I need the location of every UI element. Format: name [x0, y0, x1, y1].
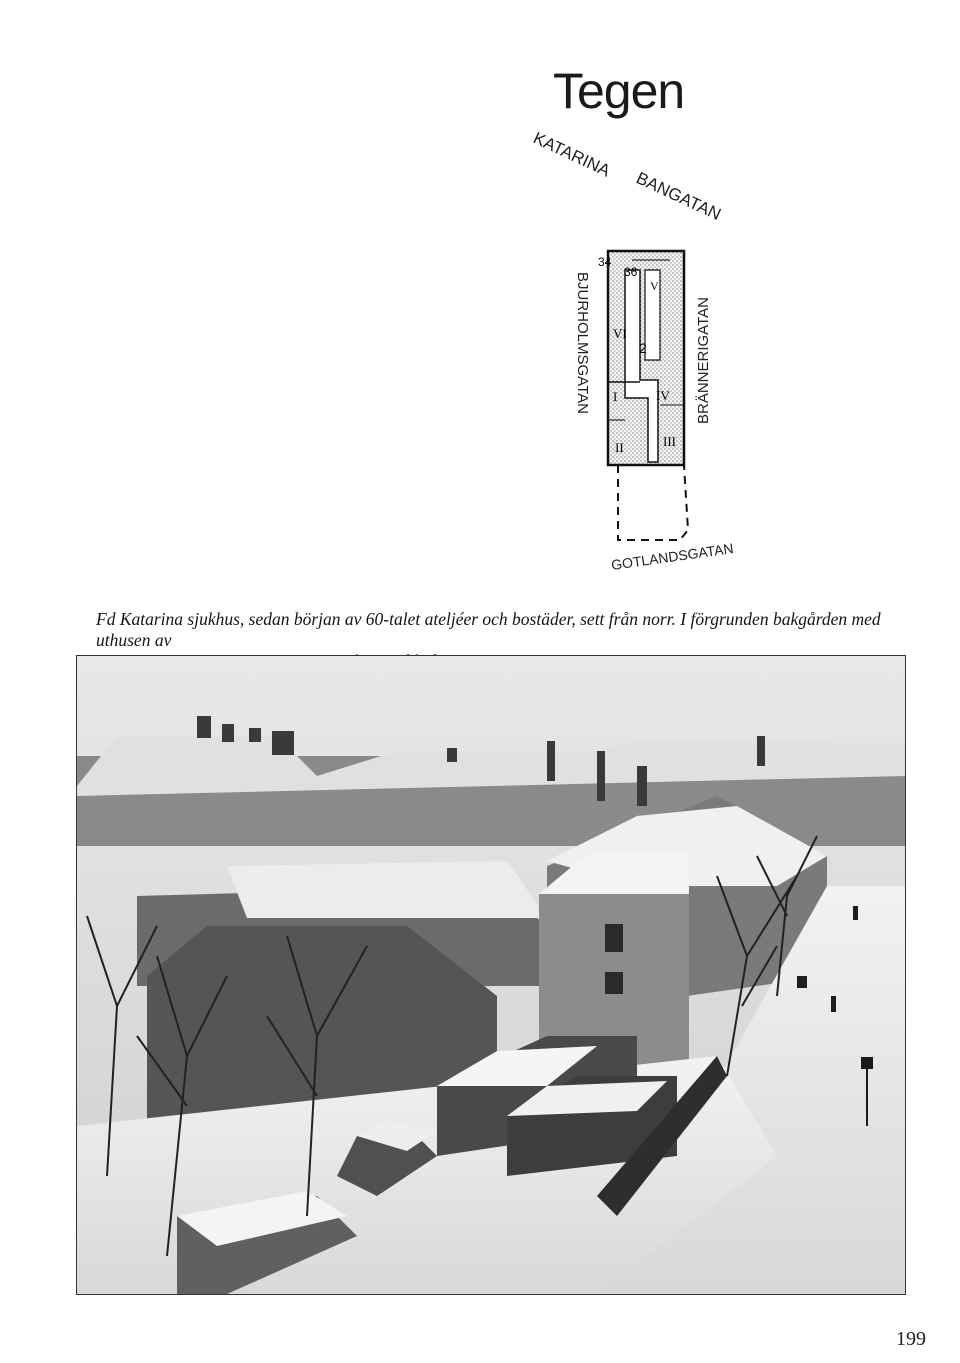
street-label-katarina: KATARINA: [530, 128, 614, 181]
site-plan-map: [500, 120, 800, 590]
plot-label-vi: VI: [613, 326, 627, 341]
page-number: 199: [896, 1328, 926, 1350]
page-title: Tegen: [553, 63, 685, 119]
middle-roof: [227, 861, 547, 918]
street-label-bangatan: BANGATAN: [633, 168, 724, 225]
plot-label-iii: III: [663, 434, 676, 449]
photograph-scene: [77, 656, 905, 1294]
plot-label-ii: II: [615, 440, 624, 455]
caption-line-1: Fd Katarina sjukhus, sedan början av 60-talet ateljéer och bostäder, sett från norr. I förgrunden bakgården med uthusen av: [96, 609, 881, 650]
plot-label-34: 34: [598, 255, 612, 269]
plot-label-iv: IV: [656, 388, 670, 403]
extension-dashed: [618, 465, 688, 540]
plot-label-2: 2: [639, 340, 647, 356]
street-label-brannerigatan: BRÄNNERIGATAN: [695, 297, 712, 424]
plot-label-v: V: [650, 279, 659, 293]
plot-label-i: I: [613, 389, 618, 404]
plot-label-36: 36: [624, 265, 638, 279]
street-label-bjurholmsgatan: BJURHOLMSGATAN: [574, 272, 591, 414]
street-label-gotlandsgatan: GOTLANDSGATAN: [610, 539, 735, 573]
historical-photograph: [76, 655, 906, 1295]
